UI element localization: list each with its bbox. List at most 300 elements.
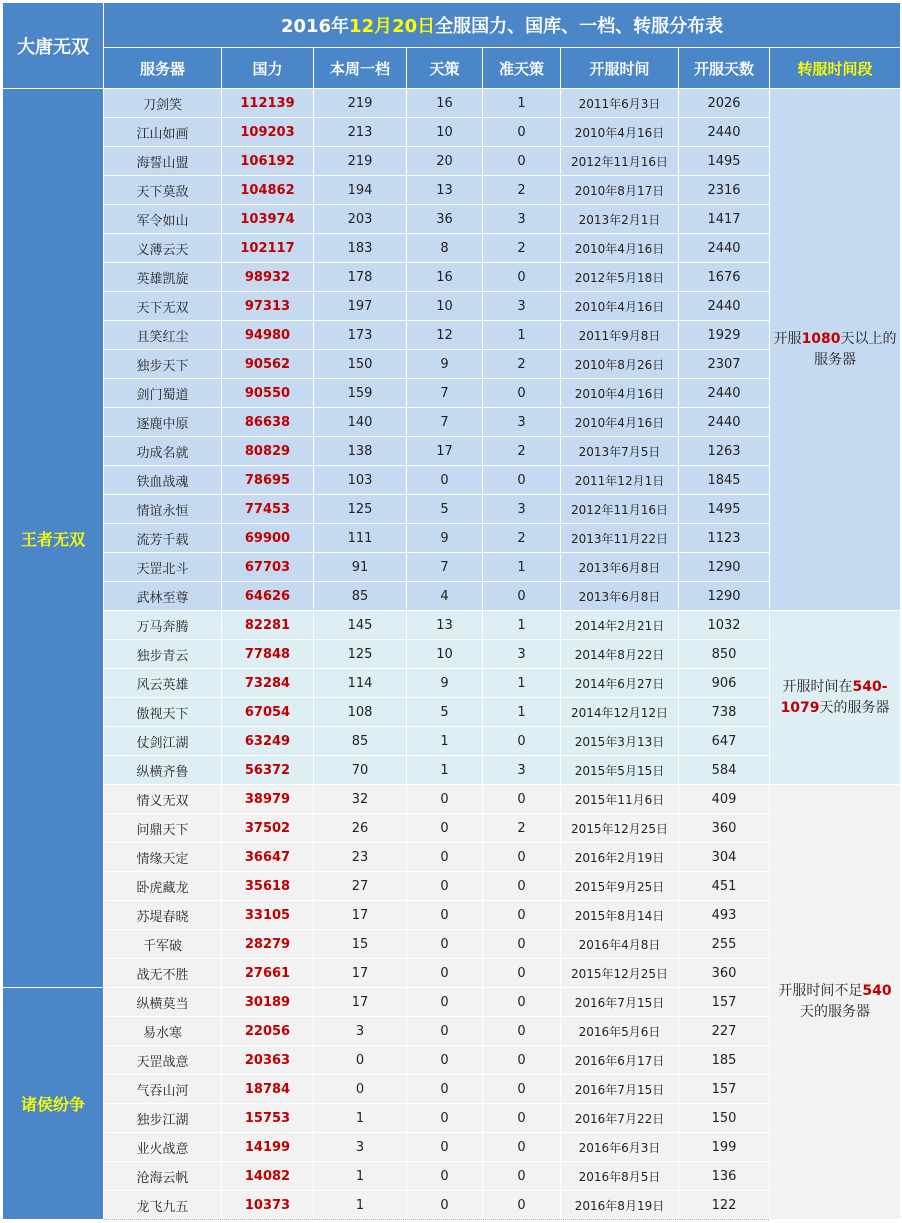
open-date-cell: 2010年8月26日 xyxy=(561,350,679,379)
tiance-count-cell: 0 xyxy=(407,959,483,988)
server-name-cell: 独步青云 xyxy=(104,640,222,669)
table-row xyxy=(3,466,901,495)
table-row xyxy=(3,930,901,959)
open-days-cell: 2026 xyxy=(679,89,770,118)
table-row xyxy=(3,553,901,582)
server-name-cell: 气吞山河 xyxy=(104,1075,222,1104)
server-name-cell: 风云英雄 xyxy=(104,669,222,698)
server-name-cell: 纵横齐鲁 xyxy=(104,756,222,785)
tiance-count-cell: 17 xyxy=(407,437,483,466)
national-power-cell: 78695 xyxy=(222,466,314,495)
quasi-tiance-count-cell: 3 xyxy=(483,205,561,234)
national-power-cell: 102117 xyxy=(222,234,314,263)
server-name-cell: 江山如画 xyxy=(104,118,222,147)
note-prefix: 开服时间在 xyxy=(782,678,853,695)
open-days-cell: 2440 xyxy=(679,234,770,263)
open-days-cell: 157 xyxy=(679,1075,770,1104)
quasi-tiance-count-cell: 3 xyxy=(483,292,561,321)
open-date-cell: 2016年5月6日 xyxy=(561,1017,679,1046)
server-table xyxy=(2,2,901,1220)
weekly-top-cell: 178 xyxy=(314,263,407,292)
table-row xyxy=(3,408,901,437)
table-row xyxy=(3,901,901,930)
open-days-cell: 1290 xyxy=(679,582,770,611)
national-power-cell: 109203 xyxy=(222,118,314,147)
open-days-cell: 1929 xyxy=(679,321,770,350)
open-date-cell: 2013年6月8日 xyxy=(561,553,679,582)
tiance-count-cell: 36 xyxy=(407,205,483,234)
tiance-count-cell: 0 xyxy=(407,785,483,814)
weekly-top-cell: 17 xyxy=(314,959,407,988)
tiance-count-cell: 7 xyxy=(407,379,483,408)
tiance-count-cell: 1 xyxy=(407,756,483,785)
transfer-period-note xyxy=(770,611,901,785)
tiance-count-cell: 0 xyxy=(407,1191,483,1220)
quasi-tiance-count-cell: 0 xyxy=(483,959,561,988)
server-name-cell: 情谊永恒 xyxy=(104,495,222,524)
weekly-top-cell: 70 xyxy=(314,756,407,785)
server-name-cell: 军令如山 xyxy=(104,205,222,234)
weekly-top-cell: 213 xyxy=(314,118,407,147)
server-name-cell: 纵横莫当 xyxy=(104,988,222,1017)
quasi-tiance-count-cell: 0 xyxy=(483,843,561,872)
note-prefix: 开服时间不足 xyxy=(778,983,863,999)
quasi-tiance-count-cell: 0 xyxy=(483,582,561,611)
national-power-cell: 63249 xyxy=(222,727,314,756)
national-power-cell: 28279 xyxy=(222,930,314,959)
open-date-cell: 2015年11月6日 xyxy=(561,785,679,814)
column-header-open-days: 开服天数 xyxy=(679,48,770,89)
weekly-top-cell: 150 xyxy=(314,350,407,379)
server-name-cell: 功成名就 xyxy=(104,437,222,466)
quasi-tiance-count-cell: 2 xyxy=(483,350,561,379)
tiance-count-cell: 0 xyxy=(407,843,483,872)
quasi-tiance-count-cell: 0 xyxy=(483,930,561,959)
tiance-count-cell: 0 xyxy=(407,1017,483,1046)
tiance-count-cell: 9 xyxy=(407,350,483,379)
national-power-cell: 36647 xyxy=(222,843,314,872)
table-row xyxy=(3,234,901,263)
quasi-tiance-count-cell: 0 xyxy=(483,1162,561,1191)
open-days-cell: 738 xyxy=(679,698,770,727)
national-power-cell: 112139 xyxy=(222,89,314,118)
weekly-top-cell: 103 xyxy=(314,466,407,495)
table-row xyxy=(3,727,901,756)
tiance-count-cell: 5 xyxy=(407,698,483,727)
open-date-cell: 2016年7月22日 xyxy=(561,1104,679,1133)
open-date-cell: 2016年6月3日 xyxy=(561,1133,679,1162)
server-name-cell: 龙飞九五 xyxy=(104,1191,222,1220)
quasi-tiance-count-cell: 0 xyxy=(483,727,561,756)
open-date-cell: 2012年11月16日 xyxy=(561,147,679,176)
tiance-count-cell: 9 xyxy=(407,524,483,553)
open-date-cell: 2015年12月25日 xyxy=(561,814,679,843)
open-date-cell: 2016年6月17日 xyxy=(561,1046,679,1075)
national-power-cell: 38979 xyxy=(222,785,314,814)
server-name-cell: 武林至尊 xyxy=(104,582,222,611)
national-power-cell: 94980 xyxy=(222,321,314,350)
open-date-cell: 2016年7月15日 xyxy=(561,1075,679,1104)
table-row xyxy=(3,698,901,727)
national-power-cell: 106192 xyxy=(222,147,314,176)
column-header-power: 国力 xyxy=(222,48,314,89)
quasi-tiance-count-cell: 3 xyxy=(483,756,561,785)
open-date-cell: 2010年4月16日 xyxy=(561,234,679,263)
quasi-tiance-count-cell: 1 xyxy=(483,698,561,727)
table-row xyxy=(3,350,901,379)
server-name-cell: 傲视天下 xyxy=(104,698,222,727)
open-days-cell: 304 xyxy=(679,843,770,872)
quasi-tiance-count-cell: 2 xyxy=(483,524,561,553)
table-row xyxy=(3,1017,901,1046)
quasi-tiance-count-cell: 0 xyxy=(483,1133,561,1162)
open-days-cell: 2316 xyxy=(679,176,770,205)
weekly-top-cell: 3 xyxy=(314,1133,407,1162)
tiance-count-cell: 0 xyxy=(407,901,483,930)
tiance-count-cell: 12 xyxy=(407,321,483,350)
weekly-top-cell: 125 xyxy=(314,495,407,524)
server-name-cell: 千军破 xyxy=(104,930,222,959)
table-row xyxy=(3,1075,901,1104)
table-row xyxy=(3,1191,901,1220)
title-prefix: 2016年 xyxy=(280,16,350,37)
open-date-cell: 2010年4月16日 xyxy=(561,379,679,408)
quasi-tiance-count-cell: 0 xyxy=(483,1017,561,1046)
quasi-tiance-count-cell: 0 xyxy=(483,872,561,901)
tiance-count-cell: 7 xyxy=(407,553,483,582)
open-date-cell: 2013年6月8日 xyxy=(561,582,679,611)
open-days-cell: 451 xyxy=(679,872,770,901)
column-header-transfer-period: 转服时间段 xyxy=(770,48,901,89)
open-days-cell: 157 xyxy=(679,988,770,1017)
weekly-top-cell: 15 xyxy=(314,930,407,959)
table-body xyxy=(3,89,901,1220)
server-name-cell: 刀剑笑 xyxy=(104,89,222,118)
quasi-tiance-count-cell: 0 xyxy=(483,1191,561,1220)
quasi-tiance-count-cell: 0 xyxy=(483,379,561,408)
national-power-cell: 90550 xyxy=(222,379,314,408)
column-header-tiance: 天策 xyxy=(407,48,483,89)
server-name-cell: 仗剑江湖 xyxy=(104,727,222,756)
tiance-count-cell: 0 xyxy=(407,930,483,959)
open-days-cell: 1845 xyxy=(679,466,770,495)
table-row xyxy=(3,1133,901,1162)
weekly-top-cell: 125 xyxy=(314,640,407,669)
weekly-top-cell: 1 xyxy=(314,1162,407,1191)
open-days-cell: 150 xyxy=(679,1104,770,1133)
tiance-count-cell: 0 xyxy=(407,1046,483,1075)
table-row xyxy=(3,176,901,205)
open-date-cell: 2016年7月15日 xyxy=(561,988,679,1017)
table-row xyxy=(3,1104,901,1133)
national-power-cell: 77848 xyxy=(222,640,314,669)
server-name-cell: 天罡北斗 xyxy=(104,553,222,582)
note-suffix: 天的服务器 xyxy=(819,699,890,716)
table-row xyxy=(3,785,901,814)
national-power-cell: 15753 xyxy=(222,1104,314,1133)
national-power-cell: 86638 xyxy=(222,408,314,437)
national-power-cell: 104862 xyxy=(222,176,314,205)
national-power-cell: 64626 xyxy=(222,582,314,611)
national-power-cell: 22056 xyxy=(222,1017,314,1046)
tiance-count-cell: 0 xyxy=(407,1104,483,1133)
open-days-cell: 1123 xyxy=(679,524,770,553)
open-days-cell: 2440 xyxy=(679,379,770,408)
table-row xyxy=(3,582,901,611)
national-power-cell: 103974 xyxy=(222,205,314,234)
weekly-top-cell: 173 xyxy=(314,321,407,350)
weekly-top-cell: 32 xyxy=(314,785,407,814)
weekly-top-cell: 138 xyxy=(314,437,407,466)
weekly-top-cell: 219 xyxy=(314,89,407,118)
weekly-top-cell: 194 xyxy=(314,176,407,205)
tiance-count-cell: 0 xyxy=(407,1162,483,1191)
tiance-count-cell: 0 xyxy=(407,988,483,1017)
server-name-cell: 天下莫敌 xyxy=(104,176,222,205)
server-name-cell: 卧虎藏龙 xyxy=(104,872,222,901)
server-name-cell: 苏堤春晓 xyxy=(104,901,222,930)
open-date-cell: 2016年2月19日 xyxy=(561,843,679,872)
quasi-tiance-count-cell: 0 xyxy=(483,118,561,147)
open-date-cell: 2010年4月16日 xyxy=(561,118,679,147)
open-date-cell: 2016年4月8日 xyxy=(561,930,679,959)
server-name-cell: 义薄云天 xyxy=(104,234,222,263)
group-label: 诸侯纷争 xyxy=(3,988,104,1220)
tiance-count-cell: 7 xyxy=(407,408,483,437)
note-day-threshold: 1080 xyxy=(801,330,841,347)
open-date-cell: 2011年12月1日 xyxy=(561,466,679,495)
open-days-cell: 1495 xyxy=(679,147,770,176)
open-date-cell: 2013年2月1日 xyxy=(561,205,679,234)
table-row xyxy=(3,437,901,466)
server-name-cell: 情义无双 xyxy=(104,785,222,814)
quasi-tiance-count-cell: 2 xyxy=(483,814,561,843)
tiance-count-cell: 4 xyxy=(407,582,483,611)
server-name-cell: 沧海云帆 xyxy=(104,1162,222,1191)
table-row xyxy=(3,1162,901,1191)
weekly-top-cell: 17 xyxy=(314,988,407,1017)
national-power-cell: 98932 xyxy=(222,263,314,292)
open-days-cell: 409 xyxy=(679,785,770,814)
national-power-cell: 90562 xyxy=(222,350,314,379)
open-days-cell: 1290 xyxy=(679,553,770,582)
weekly-top-cell: 17 xyxy=(314,901,407,930)
quasi-tiance-count-cell: 1 xyxy=(483,611,561,640)
open-date-cell: 2011年9月8日 xyxy=(561,321,679,350)
national-power-cell: 67054 xyxy=(222,698,314,727)
national-power-cell: 97313 xyxy=(222,292,314,321)
server-name-cell: 英雄凯旋 xyxy=(104,263,222,292)
server-name-cell: 剑门蜀道 xyxy=(104,379,222,408)
open-days-cell: 906 xyxy=(679,669,770,698)
open-date-cell: 2015年8月14日 xyxy=(561,901,679,930)
server-name-cell: 情缘天定 xyxy=(104,843,222,872)
national-power-cell: 37502 xyxy=(222,814,314,843)
server-name-cell: 万马奔腾 xyxy=(104,611,222,640)
server-name-cell: 易水寒 xyxy=(104,1017,222,1046)
table-row xyxy=(3,147,901,176)
table-row xyxy=(3,1046,901,1075)
open-days-cell: 1263 xyxy=(679,437,770,466)
table-row xyxy=(3,959,901,988)
national-power-cell: 69900 xyxy=(222,524,314,553)
table-row xyxy=(3,524,901,553)
table-row xyxy=(3,872,901,901)
national-power-cell: 20363 xyxy=(222,1046,314,1075)
open-date-cell: 2011年6月3日 xyxy=(561,89,679,118)
server-name-cell: 天下无双 xyxy=(104,292,222,321)
open-days-cell: 255 xyxy=(679,930,770,959)
server-name-cell: 独步江湖 xyxy=(104,1104,222,1133)
weekly-top-cell: 85 xyxy=(314,582,407,611)
weekly-top-cell: 26 xyxy=(314,814,407,843)
column-header-open-date: 开服时间 xyxy=(561,48,679,89)
quasi-tiance-count-cell: 1 xyxy=(483,321,561,350)
quasi-tiance-count-cell: 0 xyxy=(483,1075,561,1104)
server-name-cell: 问鼎天下 xyxy=(104,814,222,843)
open-date-cell: 2014年8月22日 xyxy=(561,640,679,669)
weekly-top-cell: 145 xyxy=(314,611,407,640)
server-name-cell: 天罡战意 xyxy=(104,1046,222,1075)
national-power-cell: 30189 xyxy=(222,988,314,1017)
server-name-cell: 独步天下 xyxy=(104,350,222,379)
national-power-cell: 77453 xyxy=(222,495,314,524)
table-row xyxy=(3,640,901,669)
quasi-tiance-count-cell: 3 xyxy=(483,640,561,669)
weekly-top-cell: 3 xyxy=(314,1017,407,1046)
open-date-cell: 2014年6月27日 xyxy=(561,669,679,698)
open-date-cell: 2015年5月15日 xyxy=(561,756,679,785)
title-suffix: 全服国力、国库、一档、转服分布表 xyxy=(435,16,724,37)
open-days-cell: 2440 xyxy=(679,292,770,321)
group-label: 王者无双 xyxy=(3,89,104,988)
quasi-tiance-count-cell: 1 xyxy=(483,669,561,698)
open-date-cell: 2015年12月25日 xyxy=(561,959,679,988)
server-name-cell: 铁血战魂 xyxy=(104,466,222,495)
open-date-cell: 2016年8月19日 xyxy=(561,1191,679,1220)
server-name-cell: 且笑红尘 xyxy=(104,321,222,350)
quasi-tiance-count-cell: 0 xyxy=(483,466,561,495)
table-row xyxy=(3,89,901,118)
quasi-tiance-count-cell: 0 xyxy=(483,901,561,930)
national-power-cell: 35618 xyxy=(222,872,314,901)
open-date-cell: 2010年4月16日 xyxy=(561,408,679,437)
weekly-top-cell: 219 xyxy=(314,147,407,176)
tiance-count-cell: 10 xyxy=(407,118,483,147)
quasi-tiance-count-cell: 0 xyxy=(483,1046,561,1075)
server-distribution-sheet xyxy=(2,2,900,1220)
note-day-threshold: 540 xyxy=(862,983,892,999)
national-power-cell: 14199 xyxy=(222,1133,314,1162)
weekly-top-cell: 0 xyxy=(314,1046,407,1075)
quasi-tiance-count-cell: 0 xyxy=(483,785,561,814)
title-date: 12月20日 xyxy=(349,16,436,37)
national-power-cell: 18784 xyxy=(222,1075,314,1104)
open-date-cell: 2015年9月25日 xyxy=(561,872,679,901)
national-power-cell: 14082 xyxy=(222,1162,314,1191)
table-row xyxy=(3,495,901,524)
transfer-period-note xyxy=(770,785,901,1220)
note-suffix: 天的服务器 xyxy=(800,1004,871,1020)
weekly-top-cell: 111 xyxy=(314,524,407,553)
open-date-cell: 2016年8月5日 xyxy=(561,1162,679,1191)
server-name-cell: 业火战意 xyxy=(104,1133,222,1162)
national-power-cell: 27661 xyxy=(222,959,314,988)
tiance-count-cell: 20 xyxy=(407,147,483,176)
national-power-cell: 10373 xyxy=(222,1191,314,1220)
quasi-tiance-count-cell: 0 xyxy=(483,147,561,176)
open-days-cell: 360 xyxy=(679,959,770,988)
open-days-cell: 199 xyxy=(679,1133,770,1162)
note-prefix: 开服 xyxy=(773,330,802,347)
transfer-period-note xyxy=(770,89,901,611)
national-power-cell: 67703 xyxy=(222,553,314,582)
weekly-top-cell: 0 xyxy=(314,1075,407,1104)
open-days-cell: 2307 xyxy=(679,350,770,379)
weekly-top-cell: 108 xyxy=(314,698,407,727)
weekly-top-cell: 91 xyxy=(314,553,407,582)
open-date-cell: 2014年12月12日 xyxy=(561,698,679,727)
tiance-count-cell: 1 xyxy=(407,727,483,756)
quasi-tiance-count-cell: 2 xyxy=(483,234,561,263)
weekly-top-cell: 159 xyxy=(314,379,407,408)
open-days-cell: 1676 xyxy=(679,263,770,292)
table-row xyxy=(3,669,901,698)
table-row xyxy=(3,611,901,640)
quasi-tiance-count-cell: 2 xyxy=(483,437,561,466)
quasi-tiance-count-cell: 0 xyxy=(483,988,561,1017)
tiance-count-cell: 16 xyxy=(407,263,483,292)
open-days-cell: 227 xyxy=(679,1017,770,1046)
server-name-cell: 逐鹿中原 xyxy=(104,408,222,437)
national-power-cell: 33105 xyxy=(222,901,314,930)
national-power-cell: 80829 xyxy=(222,437,314,466)
open-date-cell: 2012年5月18日 xyxy=(561,263,679,292)
note-suffix: 天以上的服务器 xyxy=(814,330,897,368)
open-days-cell: 647 xyxy=(679,727,770,756)
quasi-tiance-count-cell: 1 xyxy=(483,89,561,118)
open-days-cell: 850 xyxy=(679,640,770,669)
open-days-cell: 136 xyxy=(679,1162,770,1191)
national-power-cell: 82281 xyxy=(222,611,314,640)
table-row xyxy=(3,756,901,785)
tiance-count-cell: 5 xyxy=(407,495,483,524)
column-header-server: 服务器 xyxy=(104,48,222,89)
weekly-top-cell: 140 xyxy=(314,408,407,437)
table-row xyxy=(3,814,901,843)
server-name-cell: 流芳千载 xyxy=(104,524,222,553)
open-date-cell: 2010年8月17日 xyxy=(561,176,679,205)
tiance-count-cell: 0 xyxy=(407,1075,483,1104)
tiance-count-cell: 13 xyxy=(407,176,483,205)
open-days-cell: 584 xyxy=(679,756,770,785)
table-row xyxy=(3,843,901,872)
open-days-cell: 1495 xyxy=(679,495,770,524)
national-power-cell: 56372 xyxy=(222,756,314,785)
open-days-cell: 2440 xyxy=(679,408,770,437)
open-days-cell: 2440 xyxy=(679,118,770,147)
quasi-tiance-count-cell: 0 xyxy=(483,1104,561,1133)
table-row xyxy=(3,988,901,1017)
quasi-tiance-count-cell: 3 xyxy=(483,408,561,437)
weekly-top-cell: 23 xyxy=(314,843,407,872)
open-date-cell: 2012年11月16日 xyxy=(561,495,679,524)
tiance-count-cell: 10 xyxy=(407,292,483,321)
weekly-top-cell: 203 xyxy=(314,205,407,234)
table-row xyxy=(3,292,901,321)
quasi-tiance-count-cell: 0 xyxy=(483,263,561,292)
national-power-cell: 73284 xyxy=(222,669,314,698)
